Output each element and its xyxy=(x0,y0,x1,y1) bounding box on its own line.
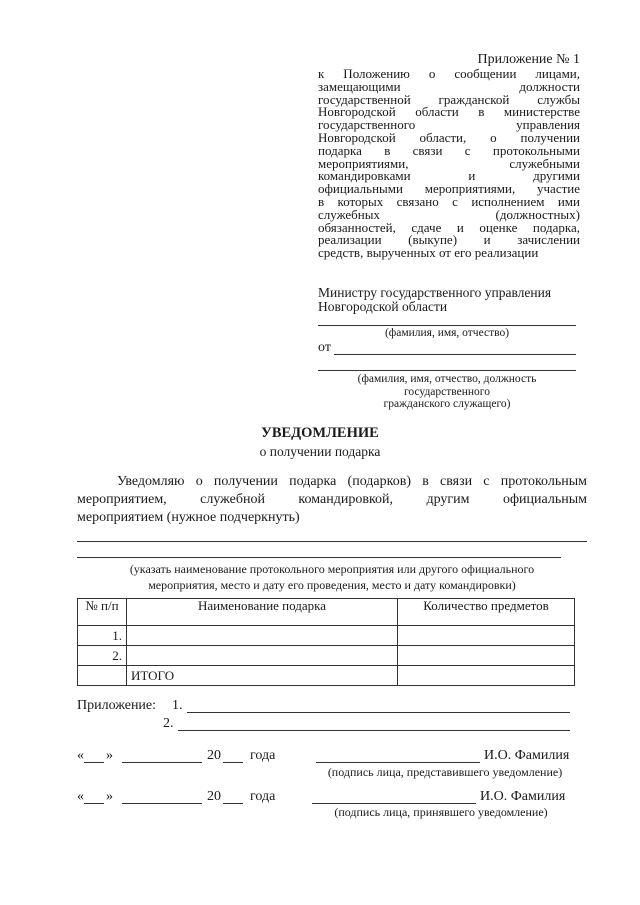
notice-paragraph xyxy=(77,473,587,527)
addressee-line: Новгородской области xyxy=(318,299,448,314)
signature-caption: (подпись лица, принявшего уведомление) xyxy=(334,805,548,819)
signer-name: И.О. Фамилия xyxy=(480,789,566,804)
from-caption-line: государственного xyxy=(404,385,490,398)
paragraph-line: мероприятием (нужное подчеркнуть) xyxy=(77,510,300,525)
notice-title: УВЕДОМЛЕНИЕ xyxy=(261,425,379,441)
table-row xyxy=(78,646,575,666)
table-row xyxy=(78,626,575,646)
appendix-line: подарка в связи с протокольными xyxy=(318,142,580,158)
year-prefix: 20 xyxy=(207,748,221,763)
paragraph-line: Уведомляю о получении подарка (подарков) в связи с протокольным xyxy=(117,474,587,489)
row-num xyxy=(78,666,127,686)
addressee-line: Министру государственного управления xyxy=(318,285,552,300)
total-label: ИТОГО xyxy=(127,666,398,686)
event-hint-line: (указать наименование протокольного мероприятия или другого официального xyxy=(129,562,535,576)
table-total-row xyxy=(78,666,575,686)
attachments-label: Приложение: xyxy=(77,698,157,713)
year-suffix: года xyxy=(250,748,276,763)
appendix-title: Приложение № 1 xyxy=(477,52,580,67)
appendix-line: государственной гражданской службы xyxy=(318,91,580,107)
row-num: 2. xyxy=(78,646,127,666)
event-line-1[interactable] xyxy=(77,541,587,542)
event-hint xyxy=(77,561,587,593)
event-hint-line: мероприятия, место и дату его проведения, место и дату командировки) xyxy=(148,578,516,592)
year-line[interactable] xyxy=(223,803,243,804)
appendix-line: Новгородской области в министерстве xyxy=(318,104,580,120)
from-caption-line: гражданского служащего) xyxy=(383,398,511,410)
appendix-line: к Положению о сообщении лицами, xyxy=(318,66,580,81)
row-qty-cell[interactable] xyxy=(398,626,575,646)
paragraph-line: мероприятием, служебной командировкой, другим официальным xyxy=(77,492,587,507)
appendix-line: реализации (выкупе) и зачислении xyxy=(318,232,580,248)
attachment-item-2: 2. xyxy=(163,716,174,731)
row-qty-cell[interactable] xyxy=(398,646,575,666)
appendix-line: государственного управления xyxy=(318,117,580,133)
signature-line[interactable] xyxy=(312,803,476,804)
notice-subtitle: о получении подарка xyxy=(259,444,381,459)
date-open-quote: « xyxy=(77,789,84,804)
from-line[interactable] xyxy=(334,354,576,355)
header-qty: Количество предметов xyxy=(398,599,575,626)
day-line[interactable] xyxy=(84,803,104,804)
appendix-line: официальными мероприятиями, участие xyxy=(318,181,580,197)
row-name-cell[interactable] xyxy=(127,646,398,666)
month-line[interactable] xyxy=(122,762,202,763)
year-prefix: 20 xyxy=(207,789,221,804)
attachment-item-1: 1. xyxy=(172,698,183,713)
event-line-2[interactable] xyxy=(77,557,561,558)
gifts-table xyxy=(77,598,575,686)
addressee-block xyxy=(318,286,580,314)
day-line[interactable] xyxy=(84,762,104,763)
appendix-block xyxy=(318,53,580,260)
from-label: от xyxy=(318,340,331,355)
appendix-line: в которых связано с исполнением ими xyxy=(318,193,580,209)
appendix-line: Новгородской области, о получении xyxy=(318,129,580,145)
from-line-2[interactable] xyxy=(318,370,576,371)
attachment-line-2[interactable] xyxy=(178,730,570,731)
appendix-line: обязанностей, сдаче и оценке подарка, xyxy=(318,219,580,235)
appendix-line: замещающими должности xyxy=(318,78,580,94)
header-name: Наименование подарка xyxy=(127,599,398,626)
attachment-line-1[interactable] xyxy=(187,712,570,713)
appendix-line: служебных (должностных) xyxy=(318,206,580,222)
appendix-line: командировками и другими xyxy=(318,168,580,184)
header-num: № п/п xyxy=(78,599,127,626)
table-header-row xyxy=(78,599,575,626)
signature-line[interactable] xyxy=(316,762,480,763)
signer-name: И.О. Фамилия xyxy=(484,748,570,763)
signature-caption: (подпись лица, представившего уведомление) xyxy=(327,765,563,779)
from-caption xyxy=(318,373,576,411)
fio-caption: (фамилия, имя, отчество) xyxy=(384,327,510,339)
date-close-quote: » xyxy=(106,748,113,763)
year-line[interactable] xyxy=(223,762,243,763)
date-close-quote: » xyxy=(106,789,113,804)
fio-line[interactable] xyxy=(318,325,576,326)
appendix-line: средств, вырученных от его реализации xyxy=(318,245,539,261)
year-suffix: года xyxy=(250,789,276,804)
from-caption-line: (фамилия, имя, отчество, должность xyxy=(357,373,537,385)
month-line[interactable] xyxy=(122,803,202,804)
row-num: 1. xyxy=(78,626,127,646)
date-open-quote: « xyxy=(77,748,84,763)
total-qty-cell[interactable] xyxy=(398,666,575,686)
appendix-line: мероприятиями, служебными xyxy=(318,155,580,171)
row-name-cell[interactable] xyxy=(127,626,398,646)
